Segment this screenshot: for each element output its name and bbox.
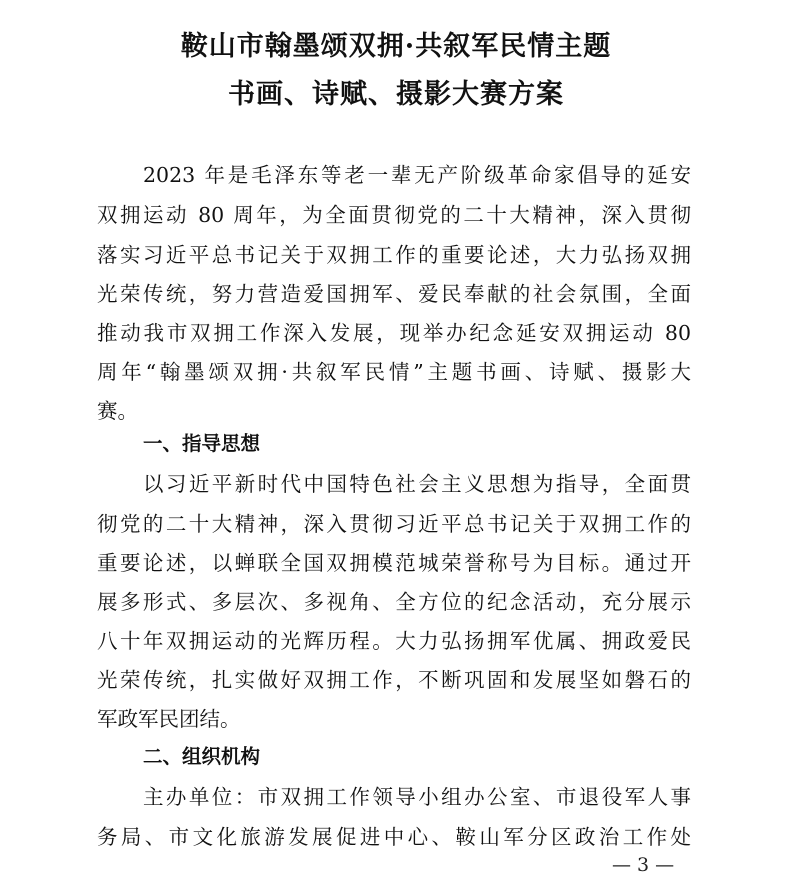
section1-line: 展多形式、多层次、多视角、全方位的纪念活动，充分展示 xyxy=(97,590,691,614)
section-heading-organization: 二、组织机构 xyxy=(143,745,261,768)
section1-line: 以习近平新时代中国特色社会主义思想为指导，全面贯 xyxy=(143,472,691,496)
intro-line: 赛。 xyxy=(97,399,138,423)
intro-line: 落实习近平总书记关于双拥工作的重要论述，大力弘扬双拥 xyxy=(97,243,691,267)
intro-line: 双拥运动 80 周年，为全面贯彻党的二十大精神，深入贯彻 xyxy=(97,203,691,227)
section1-line: 重要论述，以蝉联全国双拥模范城荣誉称号为目标。通过开 xyxy=(97,551,691,575)
section2-line: 主办单位：市双拥工作领导小组办公室、市退役军人事 xyxy=(143,785,691,809)
intro-line: 2023 年是毛泽东等老一辈无产阶级革命家倡导的延安 xyxy=(143,163,691,187)
section1-line: 光荣传统，扎实做好双拥工作，不断巩固和发展坚如磐石的 xyxy=(97,668,691,692)
section1-line: 八十年双拥运动的光辉历程。大力弘扬拥军优属、拥政爱民 xyxy=(97,629,691,653)
intro-line: 推动我市双拥工作深入发展，现举办纪念延安双拥运动 80 xyxy=(97,321,691,345)
document-title-line-1: 鞍山市翰墨颂双拥·共叙军民情主题 xyxy=(180,31,612,62)
intro-line: 周年“翰墨颂双拥·共叙军民情”主题书画、诗赋、摄影大 xyxy=(97,360,691,384)
intro-line: 光荣传统，努力营造爱国拥军、爱民奉献的社会氛围，全面 xyxy=(97,282,691,306)
section-heading-guiding-ideology: 一、指导思想 xyxy=(143,432,261,455)
document-title-line-2: 书画、诗赋、摄影大赛方案 xyxy=(228,79,564,110)
page-number: — 3 — xyxy=(612,854,675,876)
section1-line: 军政军民团结。 xyxy=(97,707,241,731)
section2-line: 务局、市文化旅游发展促进中心、鞍山军分区政治工作处 xyxy=(97,825,691,849)
section1-line: 彻党的二十大精神，深入贯彻习近平总书记关于双拥工作的 xyxy=(97,512,691,536)
